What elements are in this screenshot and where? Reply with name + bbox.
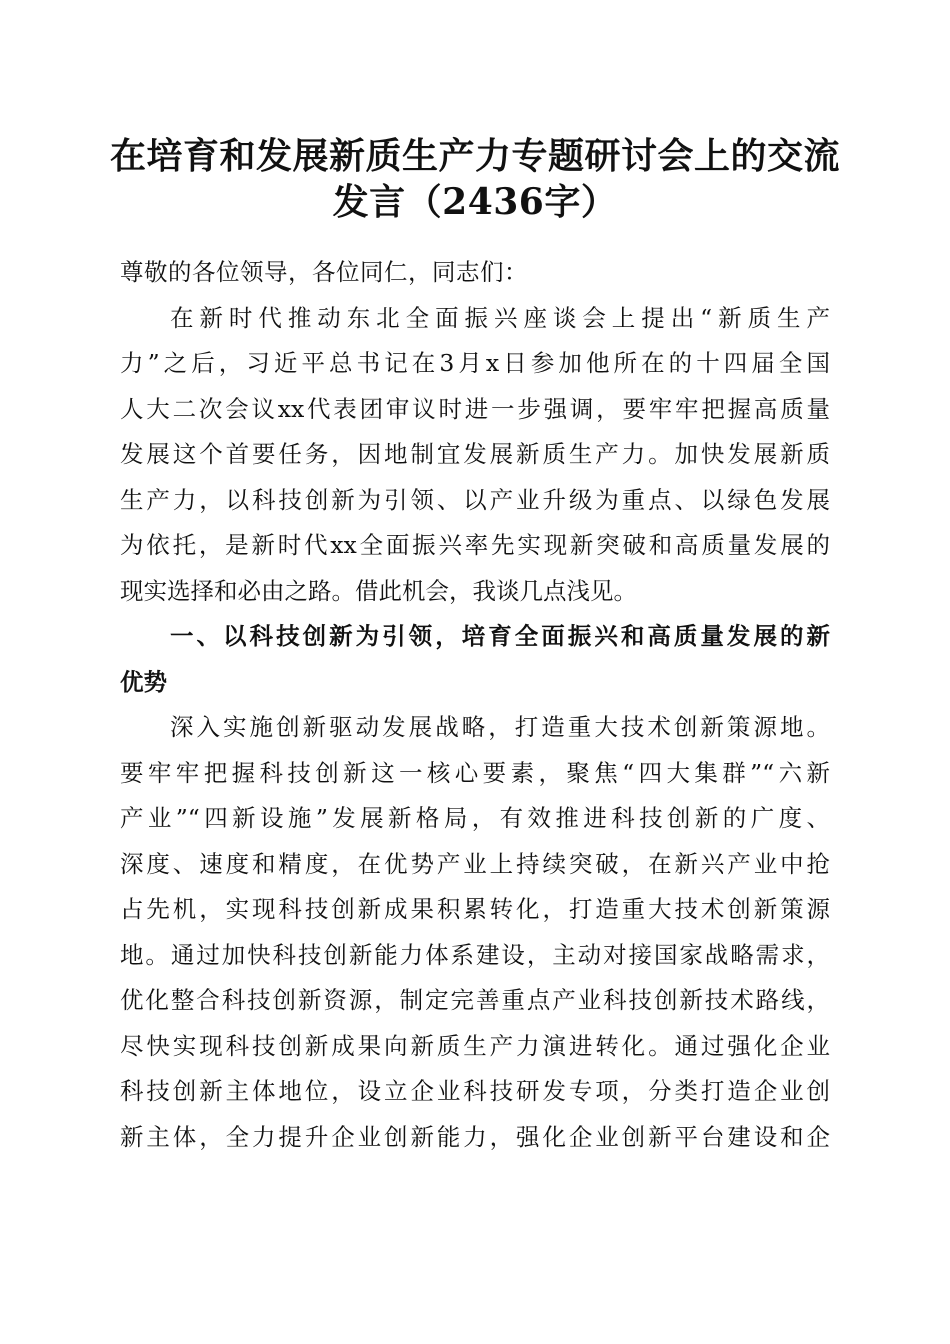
paragraph-line: 优化整合科技创新资源，制定完善重点产业科技创新技术路线， (120, 986, 830, 1014)
paragraph-line: 力”之后，习近平总书记在3月x日参加他所在的十四届全国 (120, 349, 830, 377)
paragraph-line: 为依托，是新时代xx全面振兴率先实现新突破和高质量发展的 (120, 531, 830, 559)
section-heading-1 (120, 614, 830, 705)
paragraph-line: 发展这个首要任务，因地制宜发展新质生产力。加快发展新质 (120, 440, 830, 468)
paragraph-line: 要牢牢把握科技创新这一核心要素，聚焦“四大集群”“六新 (120, 758, 830, 787)
paragraph-section-1 (120, 705, 830, 1160)
document-body (120, 250, 830, 1160)
greeting: 尊敬的各位领导，各位同仁，同志们： (120, 258, 528, 286)
paragraph-intro (120, 296, 830, 615)
paragraph-line: 地。通过加快科技创新能力体系建设，主动对接国家战略需求， (120, 940, 830, 969)
title-line-2: 发言（2436字） (332, 181, 618, 223)
paragraph-line: 人大二次会议xx代表团审议时进一步强调，要牢牢把握高质量 (120, 394, 830, 423)
paragraph-line: 占先机，实现科技创新成果积累转化，打造重大技术创新策源 (120, 895, 830, 923)
title-line-1: 在培育和发展新质生产力专题研讨会上的交流 (109, 135, 840, 177)
paragraph-line: 深入实施创新驱动发展战略，打造重大技术创新策源地。 (170, 713, 830, 741)
paragraph-line: 新主体，全力提升企业创新能力，强化企业创新平台建设和企 (120, 1122, 830, 1151)
paragraph-line: 现实选择和必由之路。借此机会，我谈几点浅见。 (120, 576, 637, 605)
heading-line: 一、以科技创新为引领，培育全面振兴和高质量发展的新 (170, 622, 830, 650)
paragraph-line: 尽快实现科技创新成果向新质生产力演进转化。通过强化企业 (120, 1031, 830, 1060)
paragraph-line: 在新时代推动东北全面振兴座谈会上提出“新质生产 (170, 303, 830, 332)
document-title (100, 133, 850, 225)
paragraph-line: 产业”“四新设施”发展新格局，有效推进科技创新的广度、 (120, 804, 830, 832)
paragraph-line: 生产力，以科技创新为引领、以产业升级为重点、以绿色发展 (120, 485, 830, 514)
paragraph-line: 深度、速度和精度，在优势产业上持续突破，在新兴产业中抢 (120, 849, 830, 878)
heading-line: 优势 (120, 667, 167, 696)
paragraph-line: 科技创新主体地位，设立企业科技研发专项，分类打造企业创 (120, 1077, 830, 1105)
